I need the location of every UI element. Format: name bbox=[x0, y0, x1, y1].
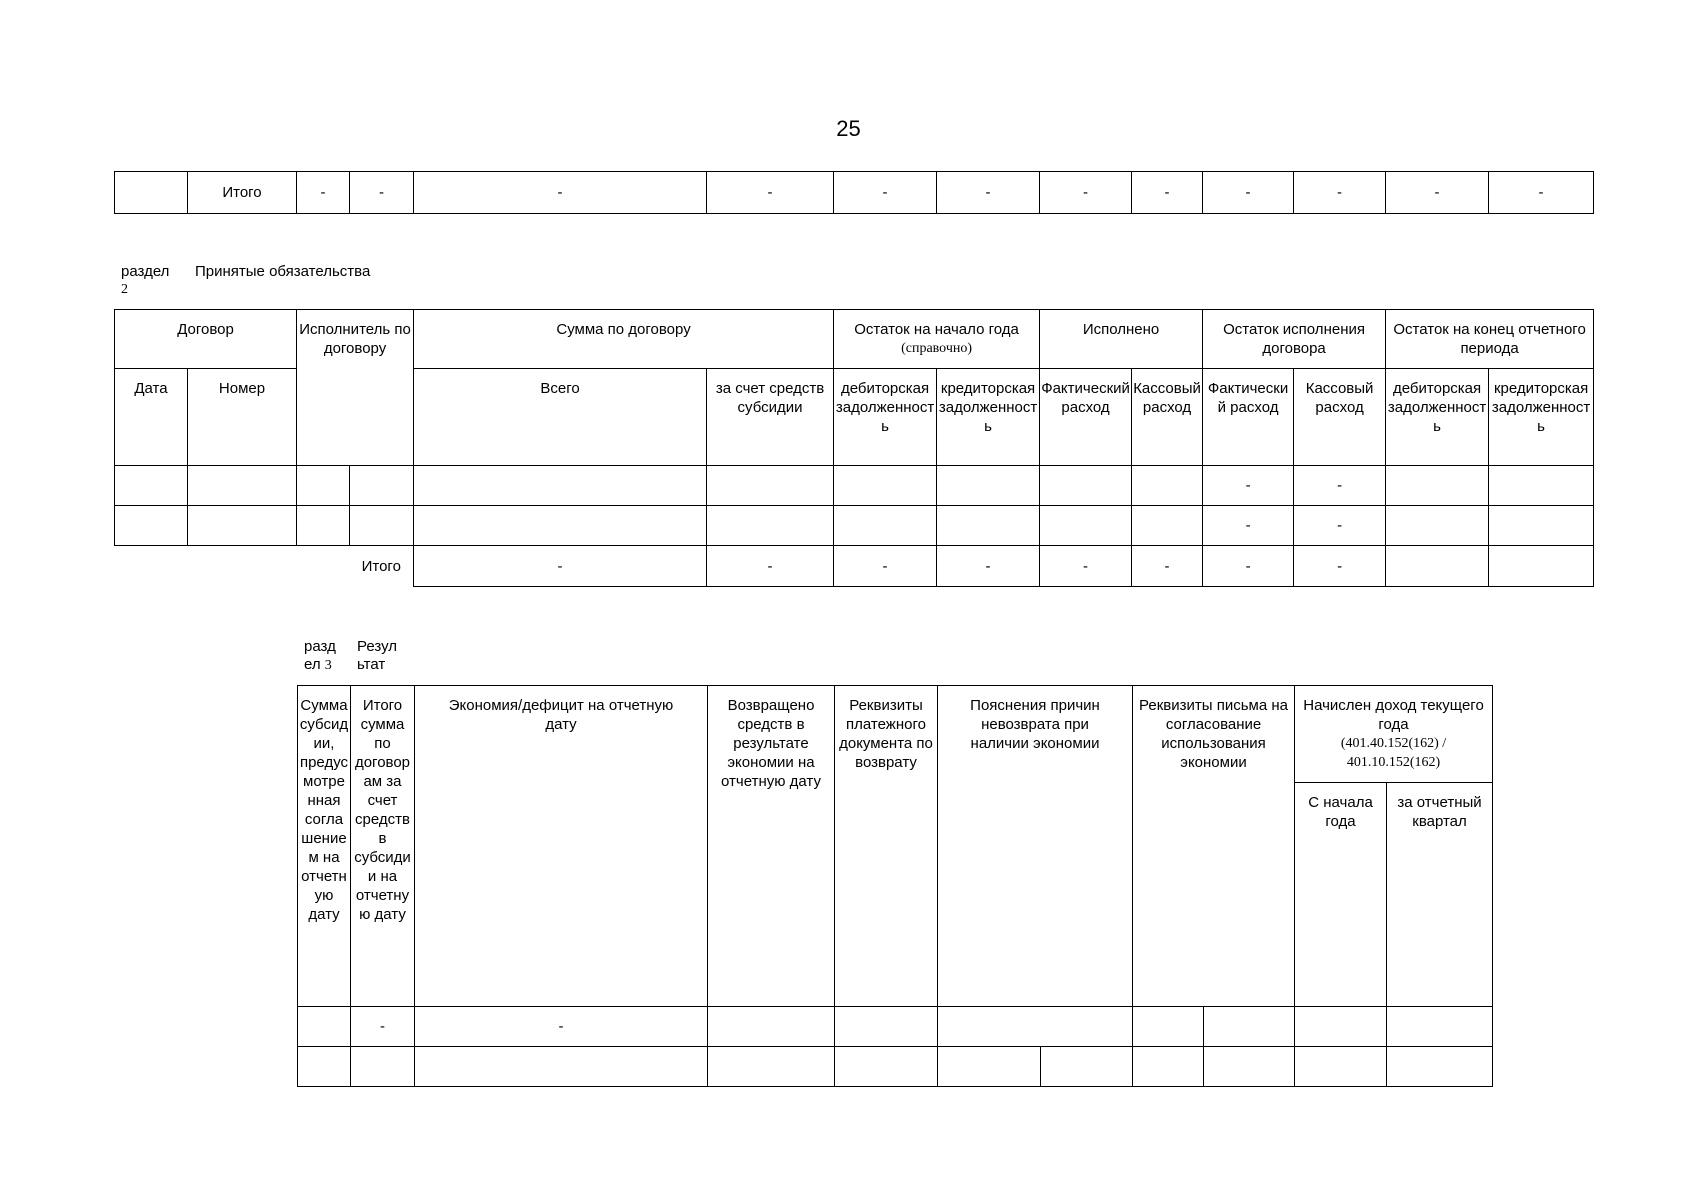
header-cash-expense-balance: Кассовый расход bbox=[1294, 369, 1386, 466]
section3-title bbox=[357, 638, 397, 674]
table-row bbox=[298, 1047, 1493, 1087]
page-number: 25 bbox=[836, 116, 861, 141]
total-row bbox=[115, 546, 1594, 587]
total-cell: - bbox=[834, 546, 937, 587]
header-cash-expense: Кассовый расход bbox=[1132, 369, 1203, 466]
top-total-label: Итого bbox=[188, 172, 297, 214]
total-cell: - bbox=[1040, 546, 1132, 587]
header-balance-start-text: Остаток на начало года bbox=[854, 321, 1019, 338]
top-cell: - bbox=[834, 172, 937, 214]
table-cell bbox=[834, 466, 937, 506]
top-cell: - bbox=[1386, 172, 1489, 214]
section3-label bbox=[304, 638, 336, 675]
table-cell: - bbox=[351, 1007, 415, 1047]
table-cell bbox=[1489, 506, 1594, 546]
header-contract: Договор bbox=[115, 310, 297, 369]
top-cell: - bbox=[350, 172, 414, 214]
table-row bbox=[115, 466, 1594, 506]
section2-number: 2 bbox=[121, 282, 128, 297]
table-cell bbox=[1040, 466, 1132, 506]
total-cell: - bbox=[1132, 546, 1203, 587]
table-cell bbox=[297, 506, 350, 546]
table-cell bbox=[1295, 1047, 1387, 1087]
table-cell bbox=[1040, 506, 1132, 546]
total-cell: - bbox=[937, 546, 1040, 587]
section2-title: Принятые обязательства bbox=[195, 263, 371, 280]
table-cell: - bbox=[1294, 466, 1386, 506]
table-cell bbox=[298, 1047, 351, 1087]
table-cell bbox=[415, 1047, 708, 1087]
header-payable-start: кредиторская задолженность bbox=[937, 369, 1040, 466]
table-cell bbox=[1133, 1007, 1204, 1047]
result-table bbox=[297, 685, 1493, 1087]
total-cell: - bbox=[1294, 546, 1386, 587]
top-cell: - bbox=[297, 172, 350, 214]
top-total-table bbox=[114, 171, 1594, 214]
header-subsidy-amount: Сумма субсидии, предусмотренная соглашением на отчетную дату bbox=[298, 686, 351, 1007]
header-receivable-start: дебиторская задолженность bbox=[834, 369, 937, 466]
total-cell bbox=[1489, 546, 1594, 587]
table-cell bbox=[1489, 466, 1594, 506]
section3-word-b: ел 3 bbox=[304, 656, 332, 673]
header-contract-sum: Сумма по договору bbox=[414, 310, 834, 369]
table-cell bbox=[1204, 1047, 1295, 1087]
table-row bbox=[298, 1007, 1493, 1047]
table-cell bbox=[1386, 506, 1489, 546]
header-letter: Реквизиты письма на согласование использования экономии bbox=[1133, 686, 1295, 1007]
total-cell bbox=[1386, 546, 1489, 587]
table-cell bbox=[707, 506, 834, 546]
total-cell: - bbox=[1203, 546, 1294, 587]
table-cell bbox=[707, 466, 834, 506]
table-cell: - bbox=[415, 1007, 708, 1047]
table-cell bbox=[414, 506, 707, 546]
top-cell: - bbox=[1132, 172, 1203, 214]
table-cell bbox=[1386, 466, 1489, 506]
header-payable-end: кредиторская задолженность bbox=[1489, 369, 1594, 466]
header-executed: Исполнено bbox=[1040, 310, 1203, 369]
table-cell bbox=[188, 466, 297, 506]
total-cell: - bbox=[707, 546, 834, 587]
header-explanation: Пояснения причин невозврата при наличии экономии bbox=[938, 686, 1133, 1007]
table-cell bbox=[834, 506, 937, 546]
top-empty-cell bbox=[115, 172, 188, 214]
header-actual-expense-balance: Фактический расход bbox=[1203, 369, 1294, 466]
header-balance-end: Остаток на конец отчетного периода bbox=[1386, 310, 1594, 369]
header-subsidy: за счет средств субсидии bbox=[707, 369, 834, 466]
header-quarter: за отчетный квартал bbox=[1387, 783, 1493, 1007]
table-cell bbox=[708, 1007, 835, 1047]
total-cell: - bbox=[414, 546, 707, 587]
table-cell bbox=[115, 506, 188, 546]
table-cell bbox=[351, 1047, 415, 1087]
table-cell bbox=[835, 1047, 938, 1087]
header-income bbox=[1295, 686, 1493, 783]
top-cell: - bbox=[1203, 172, 1294, 214]
header-income-accounts: (401.40.152(162) / 401.10.152(162) bbox=[1340, 736, 1447, 770]
section3-word-a: разд bbox=[304, 638, 336, 655]
table-cell bbox=[835, 1007, 938, 1047]
header-actual-expense: Фактический расход bbox=[1040, 369, 1132, 466]
header-receivable-end: дебиторская задолженность bbox=[1386, 369, 1489, 466]
table-cell bbox=[937, 506, 1040, 546]
table-cell bbox=[1132, 506, 1203, 546]
table-cell bbox=[1204, 1007, 1295, 1047]
table-cell bbox=[1133, 1047, 1204, 1087]
header-balance-start-note: (справочно) bbox=[901, 341, 973, 356]
table-cell bbox=[298, 1007, 351, 1047]
total-row-label: Итого bbox=[350, 546, 414, 587]
table-cell: - bbox=[1203, 506, 1294, 546]
section2-label bbox=[121, 263, 169, 299]
section3-number: 3 bbox=[324, 658, 332, 673]
top-cell: - bbox=[937, 172, 1040, 214]
section3-title-a: Резул bbox=[357, 638, 397, 655]
header-income-text: Начислен доход текущего года bbox=[1303, 697, 1484, 733]
table-cell bbox=[1295, 1007, 1387, 1047]
header-since-start: С начала года bbox=[1295, 783, 1387, 1007]
header-executor: Исполнитель по договору bbox=[297, 310, 414, 466]
header-execution-balance: Остаток исполнения договора bbox=[1203, 310, 1386, 369]
table-cell bbox=[1387, 1007, 1493, 1047]
table-cell: - bbox=[1294, 506, 1386, 546]
table-cell bbox=[414, 466, 707, 506]
table-cell bbox=[188, 506, 297, 546]
table-cell bbox=[938, 1007, 1133, 1047]
top-cell: - bbox=[1294, 172, 1386, 214]
top-cell: - bbox=[707, 172, 834, 214]
section2-word: раздел bbox=[121, 263, 170, 280]
top-cell: - bbox=[1040, 172, 1132, 214]
header-total: Всего bbox=[414, 369, 707, 466]
header-economy: Экономия/дефицит на отчетную дату bbox=[415, 686, 708, 1007]
total-row-spacer bbox=[115, 546, 350, 587]
header-total-contracts: Итого сумма по договорам за счет средств в субсидии на отчетную дату bbox=[351, 686, 415, 1007]
header-number: Номер bbox=[188, 369, 297, 466]
top-cell: - bbox=[414, 172, 707, 214]
table-cell bbox=[350, 506, 414, 546]
section3-title-b: ьтат bbox=[357, 656, 386, 673]
table-cell bbox=[350, 466, 414, 506]
header-balance-start bbox=[834, 310, 1040, 369]
table-cell bbox=[297, 466, 350, 506]
table-cell bbox=[938, 1047, 1041, 1087]
top-cell: - bbox=[1489, 172, 1594, 214]
header-payment-doc: Реквизиты платежного документа по возврату bbox=[835, 686, 938, 1007]
header-returned: Возвращено средств в результате экономии на отчетную дату bbox=[708, 686, 835, 1007]
table-cell bbox=[1041, 1047, 1133, 1087]
header-date: Дата bbox=[115, 369, 188, 466]
table-cell bbox=[1387, 1047, 1493, 1087]
table-cell: - bbox=[1203, 466, 1294, 506]
table-row bbox=[115, 506, 1594, 546]
table-cell bbox=[1132, 466, 1203, 506]
table-cell bbox=[708, 1047, 835, 1087]
table-cell bbox=[115, 466, 188, 506]
table-cell bbox=[937, 466, 1040, 506]
obligations-table bbox=[114, 309, 1594, 587]
